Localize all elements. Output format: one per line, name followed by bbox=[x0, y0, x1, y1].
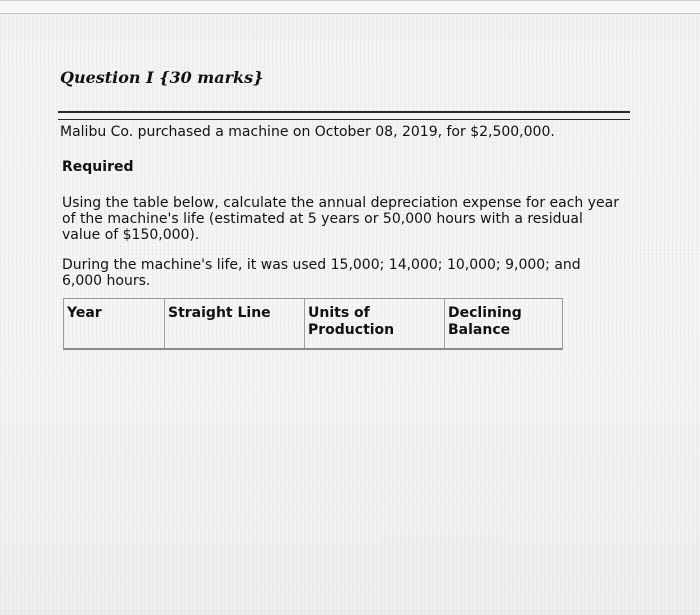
header-straight-line-label: Straight Line bbox=[168, 305, 271, 321]
heading-divider bbox=[58, 111, 630, 120]
header-uop-line2: Production bbox=[308, 322, 395, 338]
header-db-line1: Declining bbox=[448, 305, 522, 321]
instructions-paragraph: Using the table below, calculate the annual depreciation expense for each year of the machine's life (estimated at 5 years or 50,000 hours with a residual value of $150,000). bbox=[62, 195, 619, 243]
usage-paragraph: During the machine's life, it was used 15,000; 14,000; 10,000; 9,000; and 6,000 hours. bbox=[62, 257, 581, 289]
required-heading: Required bbox=[62, 159, 134, 175]
header-year-label: Year bbox=[67, 305, 102, 321]
depreciation-table bbox=[63, 298, 563, 350]
header-uop-line1: Units of bbox=[308, 305, 370, 321]
table-header-row bbox=[64, 299, 562, 348]
header-declining-balance bbox=[445, 299, 563, 348]
header-db-line2: Balance bbox=[448, 322, 511, 338]
header-units-of-production bbox=[305, 299, 445, 348]
question-title: Question I {30 marks} bbox=[60, 68, 264, 87]
header-straight-line bbox=[165, 299, 305, 348]
header-year bbox=[64, 299, 165, 348]
intro-paragraph: Malibu Co. purchased a machine on October 08, 2019, for $2,500,000. bbox=[60, 124, 555, 140]
